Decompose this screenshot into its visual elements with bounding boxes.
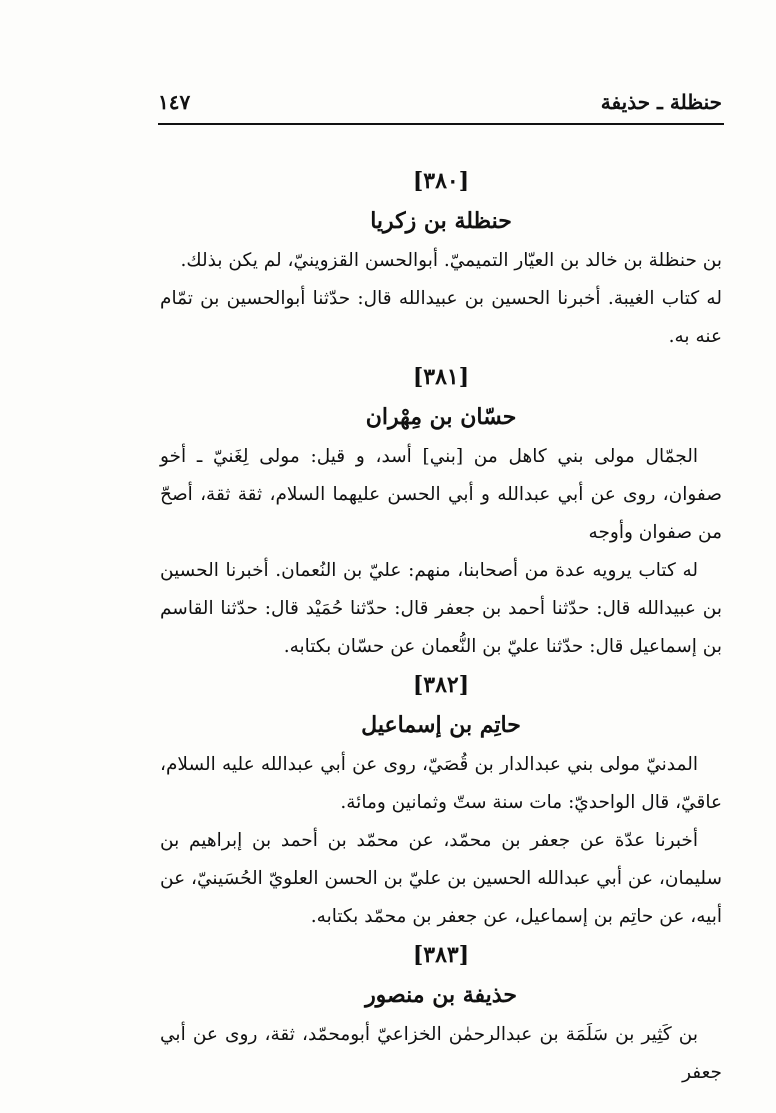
entry-name: حاتِم بن إسماعيل	[361, 712, 521, 738]
entry-paragraph: بن حنظلة بن خالد بن العيّار التميميّ. أبوالحسن القزوينيّ، لم يكن بذلك.	[180, 250, 722, 271]
running-title: حنظلة ـ حذيفة	[600, 90, 722, 114]
entry-number: [٣٨٢]	[412, 672, 470, 698]
header-rule	[158, 123, 724, 125]
entry-name: حذيفة بن منصور	[365, 982, 517, 1008]
entry-paragraph: له كتاب يرويه عدة من أصحابنا، منهم: عليّ بن النُعمان. أخبرنا الحسين بن عبيدالله قال: حدّثنا أحمد بن جعفر قال: حدّثنا حُمَيْد قال: حدّثنا القاسم بن إسماعيل قال: حدّثنا عليّ بن النُّعمان عن حسّان بكتابه.	[160, 560, 722, 657]
entry-383	[160, 936, 722, 1092]
entry-paragraph: المدنيّ مولى بني عبدالدار بن قُصَيّ، روى عن أبي عبدالله عليه السلام، عاقيّ، قال الواحديّ: مات سنة ستّ وثمانين ومائة.	[160, 754, 722, 813]
entry-name: حسّان بن مِهْران	[365, 404, 517, 430]
entry-number: [٣٨١]	[412, 364, 470, 390]
page-header	[158, 90, 722, 114]
entry-paragraph: له كتاب الغيبة. أخبرنا الحسين بن عبيدالله قال: حدّثنا أبوالحسين بن تمّام عنه به.	[160, 288, 722, 347]
entry-382	[160, 666, 722, 936]
entry-name: حنظلة بن زكريا	[370, 208, 512, 234]
entry-381	[160, 358, 722, 666]
page-number: ١٤٧	[158, 90, 191, 114]
entry-380	[160, 162, 722, 356]
entry-number: [٣٨٣]	[412, 942, 470, 968]
entry-paragraph: بن كَثِير بن سَلَمَة بن عبدالرحمٰن الخزاعيّ أبومحمّد، ثقة، روى عن أبي جعفر	[160, 1024, 722, 1083]
entry-paragraph: أخبرنا عدّة عن جعفر بن محمّد، عن محمّد بن أحمد بن إبراهيم بن سليمان، عن أبي عبدالله الحسين بن عليّ بن الحسن العلويّ الحُسَينيّ، عن أبيه، عن حاتِم بن إسماعيل، عن جعفر بن محمّد بكتابه.	[160, 830, 722, 927]
entry-paragraph: الجمّال مولى بني كاهل من [بني] أسد، و قيل: مولى لِغَنيّ ـ أخو صفوان، روى عن أبي عبدالله و أبي الحسن عليهما السلام، ثقة ثقة، أصحّ من صفوان وأوجه	[160, 446, 722, 543]
page-body	[160, 162, 722, 1092]
entry-number: [٣٨٠]	[412, 168, 470, 194]
